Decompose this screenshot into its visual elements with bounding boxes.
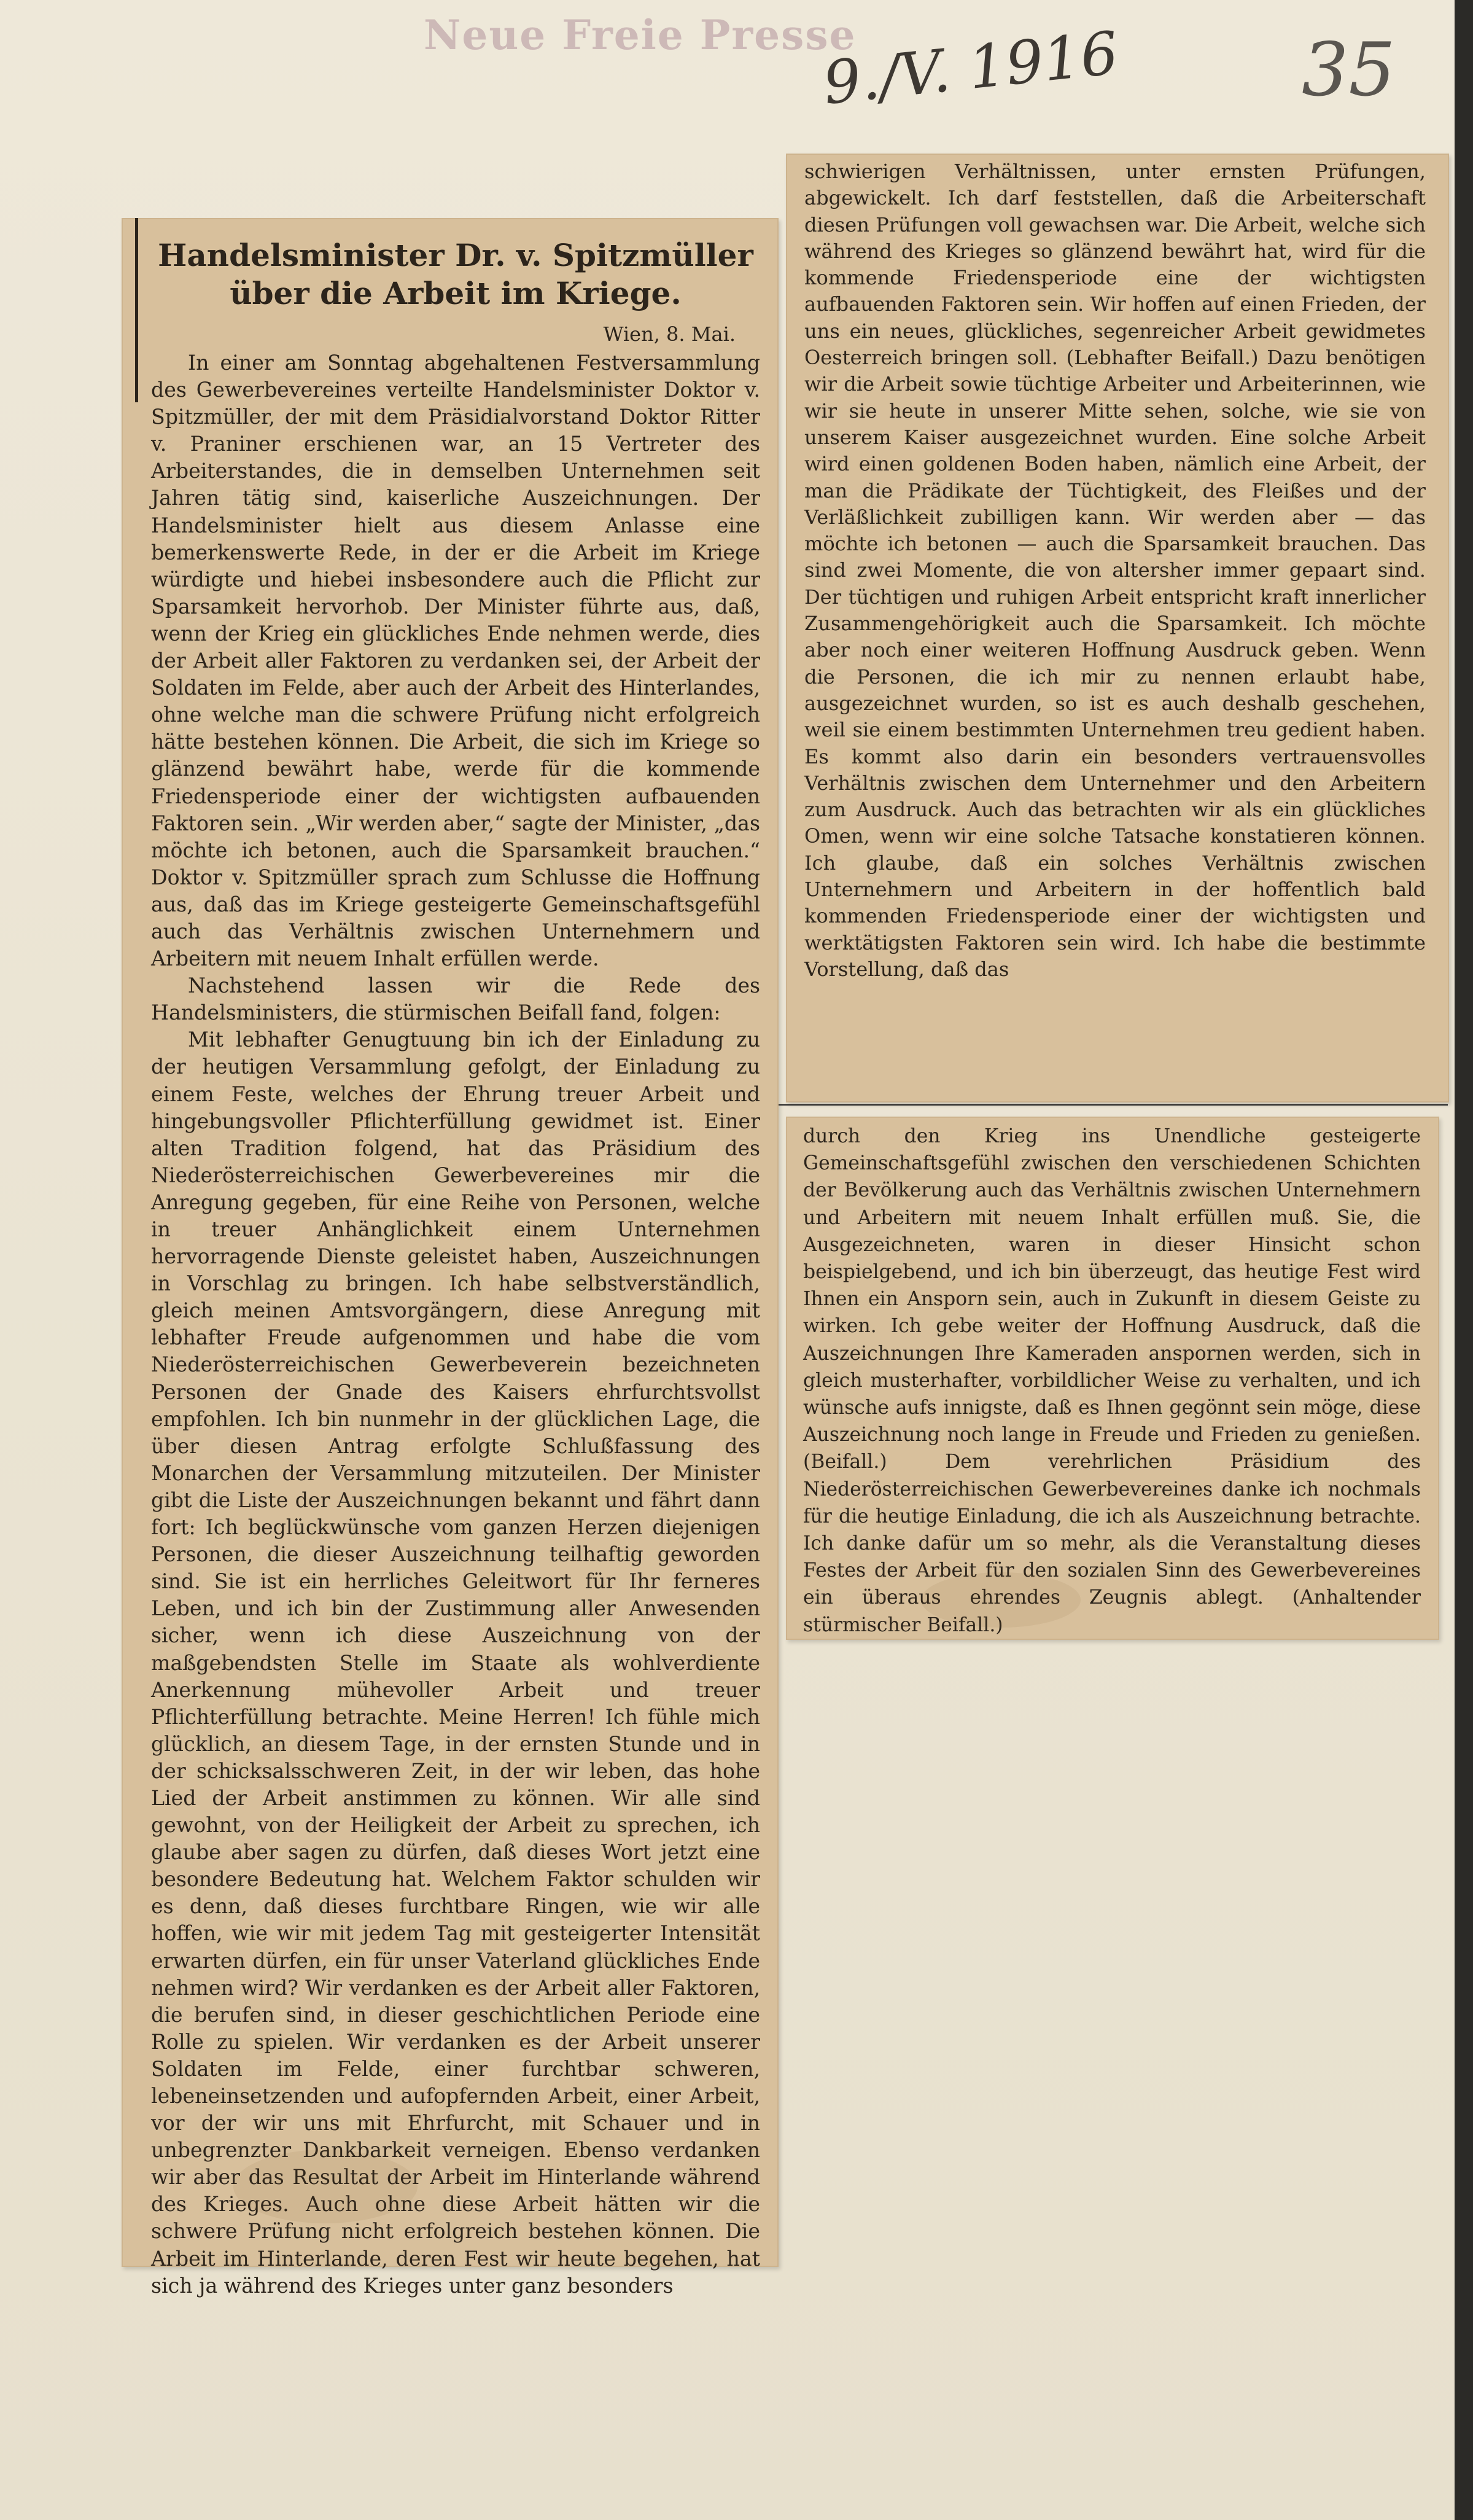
clipping-column-2	[786, 154, 1449, 1102]
clipping-column-1	[122, 218, 779, 2298]
clipping-column-3	[786, 1117, 1439, 1640]
board-dark-edge	[1455, 0, 1473, 2520]
handwritten-date: 9./V. 1916	[820, 18, 1122, 118]
column-divider-rule	[779, 1104, 1448, 1106]
article-headline: Handelsminister Dr. v. Spitzmüller über die Arbeit im Kriege.	[158, 237, 753, 311]
paper-stain	[233, 2150, 418, 2223]
article-paragraph: durch den Krieg ins Unendliche gesteigerte Gemeinschaftsgefühl zwischen den verschiedenen Schichten der Bevölkerung auch das Verhältnis zwischen Unternehmern und Arbeitern mit neuem Inhalt erfüllen muß. Sie, die Ausgezeichneten, waren in dieser Hinsicht schon beispielgebend, und ich bin überzeugt, das heutige Fest wird Ihnen ein Ansporn sein, auch in Zukunft in diesem Geiste zu wirken. Ich gebe weiter der Hoffnung Ausdruck, daß die Auszeichnungen Ihre Kameraden anspornen werden, sich in gleich musterhafter, vorbildlicher Weise zu verhalten, und ich wünsche aufs innigste, daß es Ihnen gegönnt sein möge, diese Auszeichnung noch lange in Freude und Frieden zu genießen. (Beifall.) Dem verehrlichen Präsidium des Niederösterreichischen Gewerbevereines danke ich nochmals für die heutige Einladung, die ich als Auszeichnung betrachte. Ich danke dafür um so mehr, als die Veranstaltung dieses Festes der Arbeit für den sozialen Sinn des Gewerbevereines ein überaus ehrendes Zeugnis ablegt. (Anhaltender stürmischer Beifall.)	[803, 1125, 1421, 1636]
article-paragraph: Nachstehend lassen wir die Rede des Handelsministers, die stürmischen Beifall fand, folgen:	[151, 973, 760, 1025]
newspaper-masthead-stamp: Neue Freie Presse	[424, 11, 857, 59]
article-paragraph: schwierigen Verhältnissen, unter ernsten Prüfungen, abgewickelt. Ich darf feststellen, daß die Arbeiterschaft diesen Prüfungen voll gewachsen war. Die Arbeit, welche sich während des Krieges so glänzend bewährt hat, wird für die kommende Friedensperiode eine der wichtigsten aufbauenden Faktoren sein. Wir hoffen auf einen Frieden, der uns ein neues, glückliches, segenreicher Arbeit gewidmetes Oesterreich bringen soll. (Lebhafter Beifall.) Dazu benötigen wir die Arbeit sowie tüchtige Arbeiter und Arbeiterinnen, wie wir sie heute in unserer Mitte sehen, solche, wie sie von unserem Kaiser ausgezeichnet wurden. Eine solche Arbeit wird einen goldenen Boden haben, nämlich eine Arbeit, der man die Prädikate der Tüchtigkeit, des Fleißes und der Verläßlichkeit zubilligen kann. Wir werden aber — das möchte ich betonen — auch die Sparsamkeit brauchen. Das sind zwei Momente, die von altersher immer gepaart sind. Der tüchtigen und ruhigen Arbeit entspricht kraft innerlicher Zusammengehörigkeit auch die Sparsamkeit. Ich möchte aber noch einer weiteren Hoffnung Ausdruck geben. Wenn die Personen, die ich mir zu nennen erlaubt habe, ausgezeichnet wurden, so ist es auch deshalb geschehen, weil sie einem bestimmten Unternehmen treu gedient haben. Es kommt also darin ein besonders vertrauensvolles Verhältnis zwischen dem Unternehmer und den Arbeitern zum Ausdruck. Auch das betrachten wir als ein glückliches Omen, wenn wir eine solche Tatsache konstatieren können. Ich glaube, daß ein solches Verhältnis zwischen Unternehmern und Arbeitern in der hoffentlich bald kommenden Friedensperiode einer der wichtigsten und werktätigsten Faktoren sein wird. Ich habe die bestimmte Vorstellung, daß das	[804, 160, 1426, 981]
article-paragraph: In einer am Sonntag abgehaltenen Festversammlung des Gewerbevereines verteilte Handelsminister Doktor v. Spitzmüller, der mit dem Präsidialvorstand Doktor Ritter v. Praniner erschienen war, an 15 Vertreter des Arbeiterstandes, die in demselben Unternehmen seit Jahren tätig sind, kaiserliche Auszeichnungen. Der Handelsminister hielt aus diesem Anlasse eine bemerkenswerte Rede, in der er die Arbeit im Kriege würdigte und hiebei insbesondere auch die Pflicht zur Sparsamkeit hervorhob. Der Minister führte aus, daß, wenn der Krieg ein glückliches Ende nehmen werde, dies der Arbeit aller Faktoren zu verdanken sei, der Arbeit der Soldaten im Felde, aber auch der Arbeit des Hinterlandes, ohne welche man die schwere Prüfung nicht erfolgreich hätte bestehen können. Die Arbeit, die sich im Kriege so glänzend bewährt habe, werde für die kommende Friedensperiode einer der wichtigsten aufbauenden Faktoren sein. „Wir werden aber,“ sagte der Minister, „das möchte ich betonen, auch die Sparsamkeit brauchen.“ Doktor v. Spitzmüller sprach zum Schlusse die Hoffnung aus, daß das im Kriege gesteigerte Gemeinschaftsgefühl auch das Verhältnis zwischen Unternehmern und Arbeitern mit neuem Inhalt erfüllen werde.	[151, 351, 760, 971]
article-dateline: Wien, 8. Mai.	[603, 322, 736, 346]
paper-stain	[921, 1572, 1081, 1628]
handwritten-archive-number: 35	[1302, 28, 1396, 113]
article-paragraph: Mit lebhafter Genugtuung bin ich der Einladung zu der heutigen Versammlung gefolgt, der Einladung zu einem Feste, welches der Ehrung treuer Arbeit und hingebungsvoller Pflichterfüllung gewidmet ist. Einer alten Tradition folgend, hat das Präsidium des Niederösterreichischen Gewerbevereines mir die Anregung gegeben, für eine Reihe von Personen, welche in treuer Anhänglichkeit einem Unternehmen hervorragende Dienste geleistet haben, Auszeichnungen in Vorschlag zu bringen. Ich habe selbstverständlich, gleich meinen Amtsvorgängern, diese Anregung mit lebhafter Freude aufgenommen und habe die vom Niederösterreichischen Gewerbeverein bezeichneten Personen der Gnade des Kaisers ehrfurchtsvollst empfohlen. Ich bin nunmehr in der glücklichen Lage, die über diesen Antrag erfolgte Schlußfassung des Monarchen der Versammlung mitzuteilen. Der Minister gibt die Liste der Auszeichnungen bekannt und fährt dann fort: Ich beglückwünsche vom ganzen Herzen diejenigen Personen, die dieser Auszeichnung teilhaftig geworden sind. Sie ist ein herrliches Geleitwort für Ihr ferneres Leben, und ich bin der Zustimmung aller Anwesenden sicher, wenn ich diese Auszeichnung von der maßgebendsten Stelle im Staate als wohlverdiente Anerkennung mühevoller Arbeit und treuer Pflichterfüllung betrachte. Meine Herren! Ich fühle mich glücklich, an diesem Tage, in der ernsten Stunde und in der schicksalsschweren Zeit, in der wir leben, das hohe Lied der Arbeit anstimmen zu können. Wir alle sind gewohnt, von der Heiligkeit der Arbeit zu sprechen, ich glaube aber sagen zu dürfen, daß dieses Wort jetzt eine besondere Bedeutung hat. Welchem Faktor schulden wir es denn, daß dieses furchtbare Ringen, wie wir alle hoffen, wie wir mit jedem Tag mit gesteigerter Intensität erwarten dürfen, ein für unser Vaterland glückliches Ende nehmen wird? Wir verdanken es der Arbeit aller Faktoren, die berufen sind, in dieser geschichtlichen Periode eine Rolle zu spielen. Wir verdanken es der Arbeit unserer Soldaten im Felde, einer furchtbar schweren, lebeneinsetzenden und aufopfernden Arbeit, einer Arbeit, vor der wir uns mit Ehrfurcht, mit Schauer und in unbegrenzter Dankbarkeit verneigen. Ebenso verdanken wir aber das Resultat der Arbeit im Hinterlande während des Krieges. Auch ohne diese Arbeit hätten wir die schwere Prüfung nicht erfolgreich bestehen können. Die Arbeit im Hinterlande, deren Fest wir heute begehen, hat sich ja während des Krieges unter ganz besonders	[151, 1028, 760, 2298]
